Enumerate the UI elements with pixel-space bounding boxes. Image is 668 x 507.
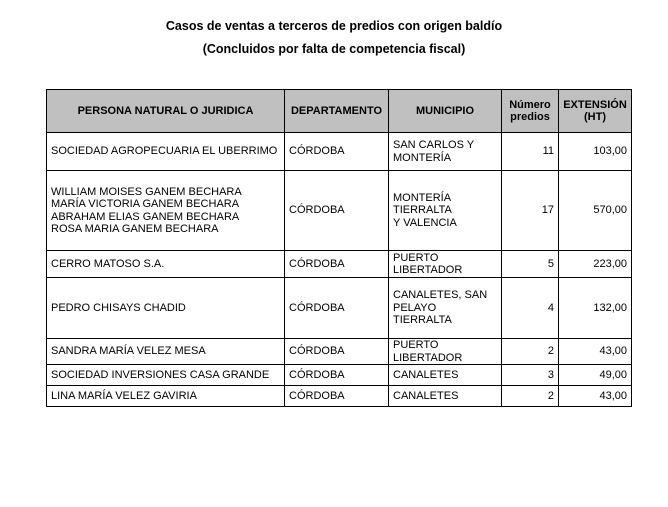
cell-departamento: CÓRDOBA xyxy=(285,171,389,251)
cell-departamento: CÓRDOBA xyxy=(285,133,389,171)
header-numero-predios: Número predios xyxy=(502,90,559,133)
cell-numero-predios: 5 xyxy=(502,251,559,278)
cell-persona: SANDRA MARÍA VELEZ MESA xyxy=(47,339,285,365)
header-extension: EXTENSIÓN (HT) xyxy=(559,90,632,133)
cell-extension: 570,00 xyxy=(559,171,632,251)
cell-numero-predios: 17 xyxy=(502,171,559,251)
cell-extension: 223,00 xyxy=(559,251,632,278)
table-row xyxy=(47,133,632,171)
cell-persona: SOCIEDAD INVERSIONES CASA GRANDE xyxy=(47,365,285,386)
cell-departamento: CÓRDOBA xyxy=(285,251,389,278)
cell-municipio: MONTERÍA TIERRALTA Y VALENCIA xyxy=(389,171,502,251)
table-row xyxy=(47,365,632,386)
cell-departamento: CÓRDOBA xyxy=(285,278,389,339)
cell-numero-predios: 4 xyxy=(502,278,559,339)
cell-municipio: CANALETES, SAN PELAYO TIERRALTA xyxy=(389,278,502,339)
table-row xyxy=(47,278,632,339)
cell-persona: WILLIAM MOISES GANEM BECHARA MARÍA VICTORIA GANEM BECHARA ABRAHAM ELIAS GANEM BECHARA ROSA MARIA GANEM BECHARA xyxy=(47,171,285,251)
table-row xyxy=(47,171,632,251)
header-persona: PERSONA NATURAL O JURIDICA xyxy=(47,90,285,133)
cell-persona: CERRO MATOSO S.A. xyxy=(47,251,285,278)
cell-extension: 132,00 xyxy=(559,278,632,339)
cell-numero-predios: 11 xyxy=(502,133,559,171)
cell-municipio: PUERTO LIBERTADOR xyxy=(389,339,502,365)
cell-numero-predios: 3 xyxy=(502,365,559,386)
cell-departamento: CÓRDOBA xyxy=(285,365,389,386)
document-title: Casos de ventas a terceros de predios con origen baldío xyxy=(165,19,503,33)
cell-persona: LINA MARÍA VELEZ GAVIRIA xyxy=(47,386,285,407)
cell-extension: 103,00 xyxy=(559,133,632,171)
table-row xyxy=(47,386,632,407)
cell-extension: 43,00 xyxy=(559,339,632,365)
header-municipio: MUNICIPIO xyxy=(389,90,502,133)
cell-municipio: PUERTO LIBERTADOR xyxy=(389,251,502,278)
cell-numero-predios: 2 xyxy=(502,339,559,365)
cell-departamento: CÓRDOBA xyxy=(285,339,389,365)
cell-municipio: CANALETES xyxy=(389,365,502,386)
cell-persona: PEDRO CHISAYS CHADID xyxy=(47,278,285,339)
cell-municipio: SAN CARLOS Y MONTERÍA xyxy=(389,133,502,171)
cell-extension: 49,00 xyxy=(559,365,632,386)
cell-departamento: CÓRDOBA xyxy=(285,386,389,407)
document-subtitle: (Concluidos por falta de competencia fiscal) xyxy=(202,42,466,56)
cell-extension: 43,00 xyxy=(559,386,632,407)
table-row xyxy=(47,339,632,365)
cell-numero-predios: 2 xyxy=(502,386,559,407)
cell-municipio: CANALETES xyxy=(389,386,502,407)
table-header-row xyxy=(47,90,632,133)
header-departamento: DEPARTAMENTO xyxy=(285,90,389,133)
cell-persona: SOCIEDAD AGROPECUARIA EL UBERRIMO xyxy=(47,133,285,171)
table-row xyxy=(47,251,632,278)
cases-table xyxy=(46,89,632,407)
